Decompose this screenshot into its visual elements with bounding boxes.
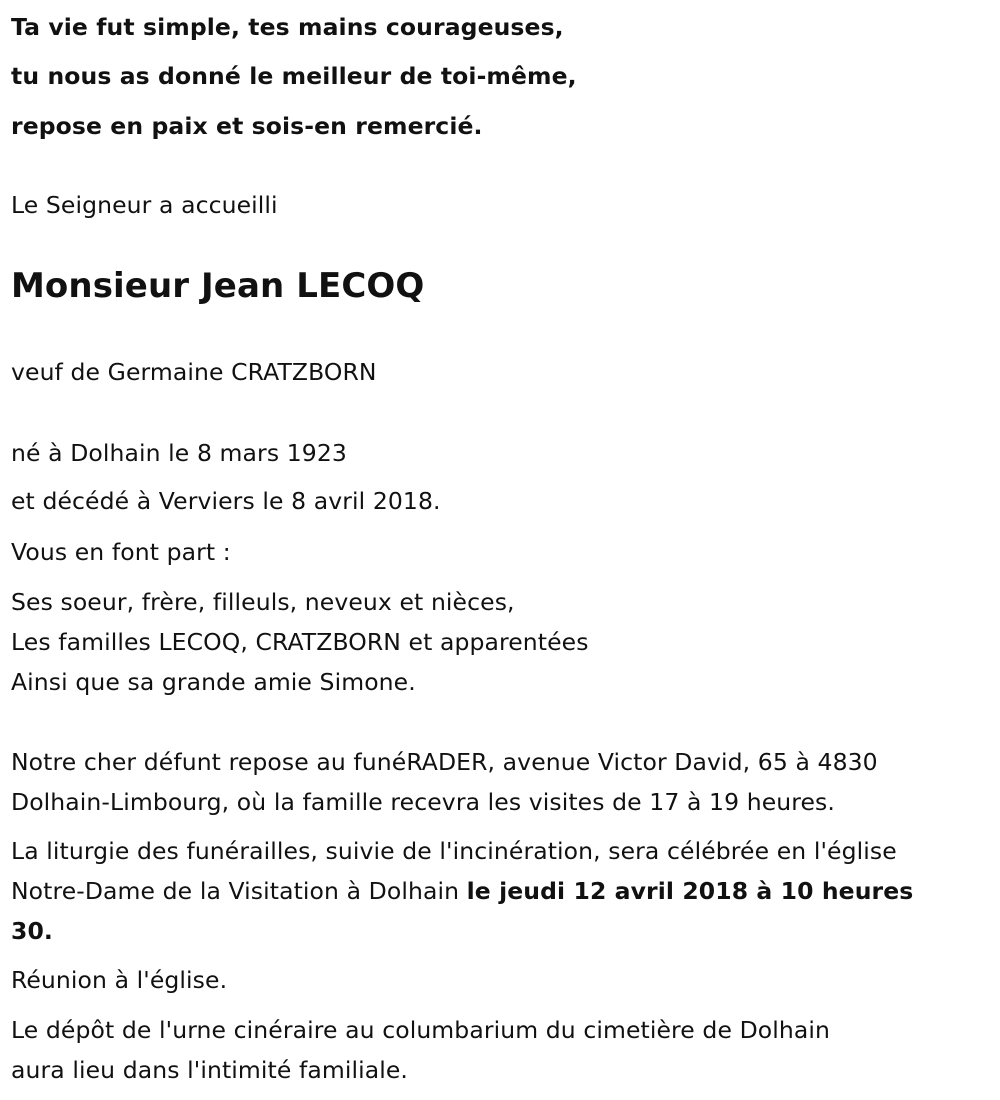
intro-text: Le Seigneur a accueilli [11,191,278,219]
spouse-text: veuf de Germaine CRATZBORN [11,358,377,386]
poem-line-2: tu nous as donné le meilleur de toi-même, [11,62,577,90]
announce-text: Vous en font part : [11,538,231,566]
liturgy-date: le jeudi 12 avril 2018 à 10 heures [466,877,914,905]
family-line-1: Ses soeur, frère, filleuls, neveux et nièces, [11,588,515,616]
family-line-3: Ainsi que sa grande amie Simone. [11,668,416,696]
liturgy-line-1: La liturgie des funérailles, suivie de l'incinération, sera célébrée en l'église [11,837,897,865]
poem-line-3: repose en paix et sois-en remercié. [11,112,483,140]
liturgy-line-2 [11,876,913,906]
death-text: et décédé à Verviers le 8 avril 2018. [11,487,441,515]
urn-line-2: aura lieu dans l'intimité familiale. [11,1056,408,1084]
urn-line-1: Le dépôt de l'urne cinéraire au columbarium du cimetière de Dolhain [11,1016,830,1044]
rest-line-1: Notre cher défunt repose au funéRADER, avenue Victor David, 65 à 4830 [11,748,878,776]
birth-text: né à Dolhain le 8 mars 1923 [11,439,347,467]
liturgy-time-end: 30. [11,917,53,945]
rest-line-2: Dolhain-Limbourg, où la famille recevra les visites de 17 à 19 heures. [11,788,835,816]
poem-line-1: Ta vie fut simple, tes mains courageuses, [11,13,564,41]
meeting-text: Réunion à l'église. [11,966,228,994]
deceased-name: Monsieur Jean LECOQ [11,266,425,306]
liturgy-location: Notre-Dame de la Visitation à Dolhain [11,877,467,905]
family-line-2: Les familles LECOQ, CRATZBORN et apparentées [11,628,589,656]
